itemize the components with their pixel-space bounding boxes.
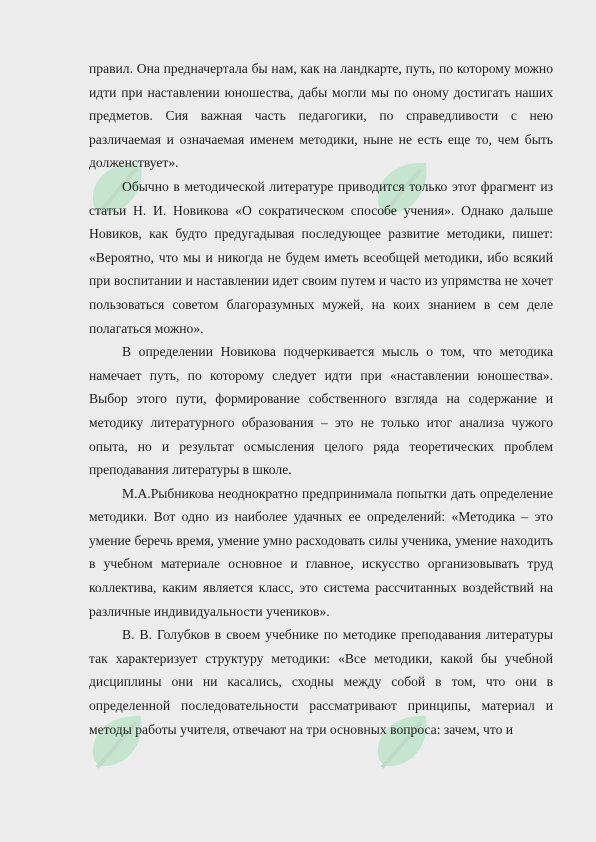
paragraph: Обычно в методической литературе приводится только этот фрагмент из статьи Н. И. Новикова «О сократическом способе учения». Однако дальше Новиков, как будто предугадывая последующее развитие методики, пишет: «Вероятно, что мы и никогда не будем иметь всеобщей методики, ибо всякий при воспитании и наставлении идет своим путем и часто из упрямства не хочет пользоваться советом благоразумных мужей, на коих знанием в сем деле полагаться можно».	[89, 178, 553, 336]
paragraph: В. В. Голубков в своем учебнике по методике преподавания литературы так характеризует структуру методики: «Все методики, какой бы учебной дисциплины они ни касались, сходны между собой в том, что они в определенной последовательности рассматривают принципы, материал и методы работы учителя, отвечают на три основных вопроса: зачем, что и	[89, 627, 553, 737]
paragraph: правил. Она предначертала бы нам, как на ландкарте, путь, по которому можно идти при наставлении юношества, дабы могли мы по оному достигать наших предметов. Сия важная часть педагогики, по справедливости с нею различаемая и означаемая именем методики, ныне не есть еще то, чем быть долженствует».	[89, 61, 553, 171]
paragraph: М.А.Рыбникова неоднократно предпринимала попытки дать определение методики. Вот одно из наиболее удачных ее определений: «Методика – это умение беречь время, умение умно расходовать силы ученика, умение находить в учебном материале основное и главное, искусство организовывать труд коллектива, каким является класс, это система рассчитанных воздействий на различные индивидуальности учеников».	[89, 485, 553, 619]
body-text	[89, 57, 553, 741]
paragraph: В определении Новикова подчеркивается мысль о том, что методика намечает путь, по которому следует идти при «наставлении юношества». Выбор этого пути, формирование собственного взгляда на содержание и методику литературного образования – это не только итог анализа чужого опыта, но и результат осмысления целого ряда теоретических проблем преподавания литературы в школе.	[89, 344, 553, 478]
